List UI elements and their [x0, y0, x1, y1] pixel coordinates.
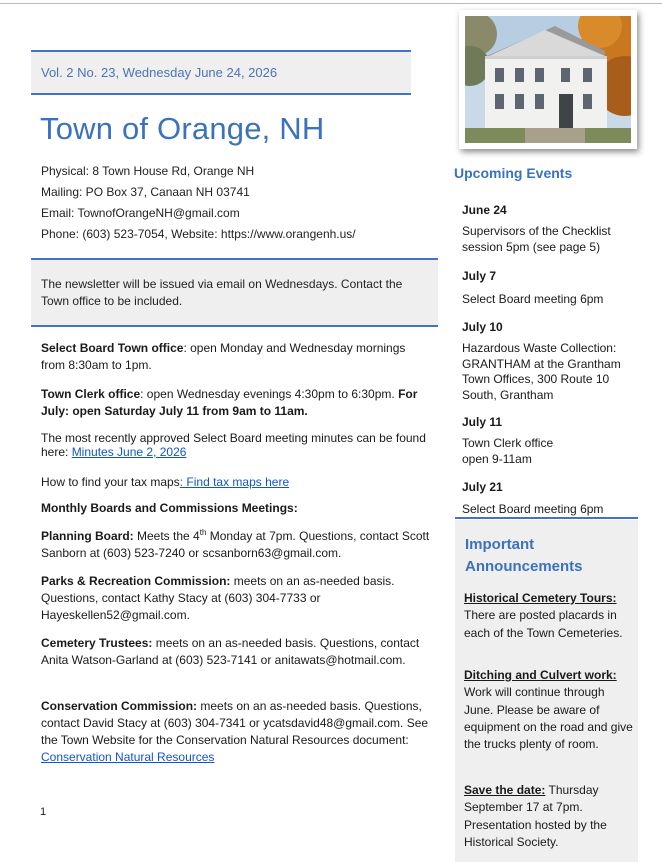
town-clerk-hours — [41, 386, 431, 420]
minutes-text: The most recently approved Select Board meeting minutes can be found here: — [41, 431, 426, 459]
event-text: Select Board meeting 6pm — [462, 502, 604, 516]
announcement-item — [464, 590, 636, 642]
announcement-head: Save the date: — [464, 783, 546, 797]
announcement-head: Ditching and Culvert work: — [464, 668, 617, 682]
event-text: Supervisors of the Checklist session 5pm (see page 5) — [462, 224, 611, 254]
newsletter-notice — [31, 258, 438, 327]
minutes-paragraph — [41, 431, 431, 459]
planning-text-1: Meets the 4 — [133, 529, 200, 543]
parks-commission — [41, 573, 431, 624]
tax-maps-paragraph — [41, 474, 431, 491]
announcements-panel — [455, 520, 638, 862]
select-board-text: : open Monday and Wednesday mornings from 8:30am to 1pm. — [41, 341, 406, 372]
page-title: Town of Orange, NH — [40, 111, 325, 146]
town-clerk-label: Town Clerk office — [41, 387, 141, 401]
event-text: Hazardous Waste Collection: GRANTHAM at the Grantham Town Offices, 300 Route 10 South, Grantham — [462, 341, 621, 402]
event-date: July 10 — [462, 320, 503, 334]
cemetery-trustees — [41, 635, 431, 669]
town-clerk-july: For July: open Saturday July 11 from 9am to 11am. — [41, 387, 418, 418]
cemetery-text: meets on an as-needed basis. Questions, contact Anita Watson-Garland at (603) 523-7141 or anitawats@hotmail.com. — [41, 636, 420, 667]
announcement-text: There are posted placards in each of the Town Cemeteries. — [464, 608, 623, 640]
event-text: Town Clerk office open 9-11am — [462, 436, 554, 466]
planning-label: Planning Board: — [41, 529, 134, 543]
announcement-text: Thursday September 17 at 7pm. Presentation hosted by the Historical Society. — [464, 783, 607, 849]
event-text: Select Board meeting 6pm — [462, 292, 604, 306]
mailing-address: Mailing: PO Box 37, Canaan NH 03741 — [41, 185, 250, 199]
boards-heading — [41, 500, 431, 517]
town-house-photo — [459, 10, 637, 149]
select-board-label: Select Board Town office — [41, 341, 184, 355]
volume-line: Vol. 2 No. 23, Wednesday June 24, 2026 — [41, 65, 278, 80]
cemetery-label: Cemetery Trustees: — [41, 636, 153, 650]
planning-sup: th — [199, 528, 207, 537]
event-date: July 7 — [462, 269, 497, 283]
tax-maps-text: How to find your tax maps — [41, 475, 180, 489]
parks-text: meets on an as-needed basis. Questions, contact Kathy Stacy at (603) 304-7733 or Hayeskellen52@gmail.com. — [41, 574, 395, 622]
select-board-hours — [41, 340, 431, 374]
events-divider — [455, 517, 638, 519]
email-line: Email: TownofOrangeNH@gmail.com — [41, 206, 240, 220]
page-number: 1 — [40, 806, 47, 818]
conservation-label: Conservation Commission: — [41, 699, 198, 713]
town-clerk-text: : open Wednesday evenings 4:30pm to 6:30pm. — [140, 387, 399, 401]
phone-website-line: Phone: (603) 523-7054, Website: https://www.orangenh.us/ — [41, 227, 356, 241]
conservation-text: meets on an as-needed basis. Questions, contact David Stacy at (603) 304-7341 or ycatsdavid48@gmail.com. See the Town Website for the Conservation Natural Resources document: — [41, 699, 429, 747]
parks-label: Parks & Recreation Commission: — [41, 574, 231, 588]
event-date: July 11 — [462, 415, 503, 429]
events-title: Upcoming Events — [454, 165, 573, 181]
conservation-link[interactable]: Conservation Natural Resources — [41, 750, 215, 764]
minutes-link[interactable]: Minutes June 2, 2026 — [71, 445, 187, 459]
planning-board — [41, 528, 431, 562]
announcement-text: Work will continue through June. Please be aware of equipment on the road and give the trucks plenty of room. — [464, 685, 633, 752]
notice-text: The newsletter will be issued via email on Wednesdays. Contact the Town office to be included. — [41, 277, 403, 308]
town-house-image — [465, 16, 631, 143]
tax-maps-link[interactable]: : Find tax maps here — [179, 475, 290, 489]
event-date: June 24 — [462, 203, 507, 217]
announcement-item — [464, 667, 636, 753]
boards-heading-text: Monthly Boards and Commissions Meetings: — [41, 501, 298, 515]
announcement-head: Historical Cemetery Tours: — [464, 591, 617, 605]
announcement-item — [464, 782, 636, 851]
conservation-commission — [41, 698, 431, 766]
event-date: July 21 — [462, 480, 503, 494]
planning-text-2: Monday at 7pm. Questions, contact Scott Sanborn at (603) 523-7240 or scsanborn63@gmail.com. — [41, 529, 430, 560]
volume-banner — [31, 50, 411, 95]
announcements-title: Important Announcements — [465, 536, 583, 575]
top-rule — [0, 3, 662, 4]
physical-address: Physical: 8 Town House Rd, Orange NH — [41, 164, 255, 178]
